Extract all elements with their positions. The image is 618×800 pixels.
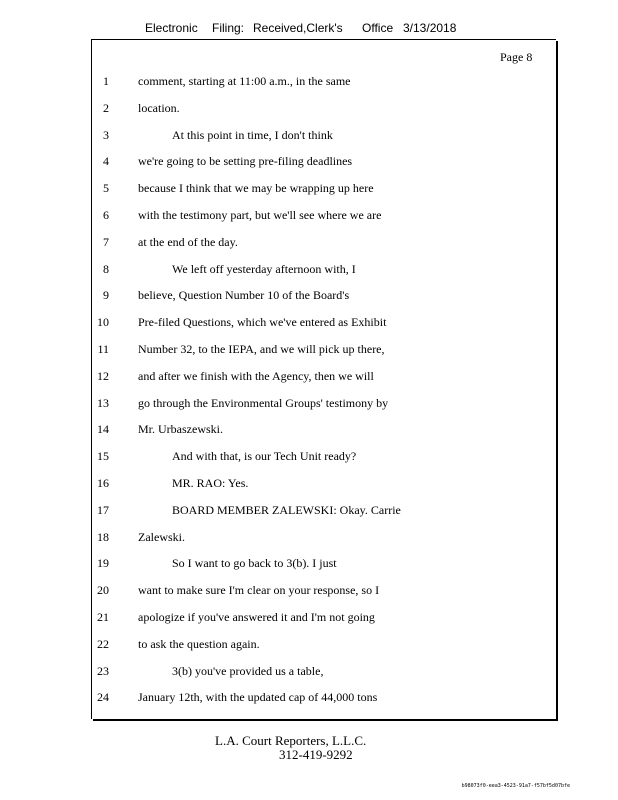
page-number: Page 8 [500,50,533,64]
transcript-line [0,664,618,680]
line-number: 2 [103,100,109,115]
line-number: 1 [103,74,109,88]
line-text: with the testimony part, but we'll see where we are [138,208,382,222]
line-text: location. [138,100,180,115]
line-text: And with that, is our Tech Unit ready? [172,449,357,464]
transcript-line [0,235,618,251]
transcript-line [0,556,618,572]
line-text: believe, Question Number 10 of the Board's [138,288,350,303]
line-text: and after we finish with the Agency, then we will [138,368,374,383]
line-text: go through the Environmental Groups' testimony by [138,395,389,410]
document-hash: b98073f0-eea3-4523-91a7-f57bf5d07bfe [461,783,570,789]
transcript-line [0,422,618,438]
footer-company: L.A. Court Reporters, L.L.C. [215,733,367,748]
line-number: 7 [103,234,109,249]
transcript-line [0,262,618,278]
line-number: 3 [103,127,109,142]
line-text: We left off yesterday afternoon with, I [172,261,356,276]
transcript-line [0,154,618,170]
line-text: 3(b) you've provided us a table, [172,663,324,678]
line-number: 4 [103,154,109,169]
transcript-line [0,637,618,653]
line-number: 8 [103,261,109,276]
line-number: 6 [103,208,109,222]
line-text: at the end of the day. [138,234,238,249]
stamp-received: Received,Clerk's [253,21,343,35]
transcript-line [0,690,618,706]
transcript-line [0,74,618,90]
line-text: BOARD MEMBER ZALEWSKI: Okay. Carrie [172,502,401,517]
line-text: MR. RAO: Yes. [172,476,249,490]
line-number: 12 [97,368,109,383]
line-number: 11 [97,342,109,356]
line-text: Pre-filed Questions, which we've entered as Exhibit [138,315,387,330]
line-text: January 12th, with the updated cap of 44,000 tons [138,690,378,705]
line-text: because I think that we may be wrapping up here [138,181,374,196]
line-number: 23 [97,663,109,678]
transcript-line [0,369,618,385]
stamp-office: Office [362,21,394,35]
line-text: to ask the question again. [138,636,260,651]
transcript-line [0,128,618,144]
line-number: 17 [97,502,109,517]
stamp-filing: Filing: [212,21,245,35]
line-text: we're going to be setting pre-filing deadlines [138,154,353,169]
line-number: 20 [97,583,109,598]
transcript-line [0,101,618,117]
transcript-line [0,610,618,626]
line-number: 14 [97,422,109,437]
line-text: Mr. Urbaszewski. [138,422,223,437]
line-number: 9 [103,288,109,303]
stamp-electronic: Electronic [145,21,198,35]
stamp-date: 3/13/2018 [403,21,457,35]
transcript-line [0,503,618,519]
transcript-line [0,342,618,358]
line-text: Number 32, to the IEPA, and we will pick up there, [138,342,385,356]
line-number: 22 [97,636,109,651]
transcript-line [0,288,618,304]
line-number: 13 [97,395,109,410]
footer-phone: 312-419-9292 [279,747,353,762]
transcript-line [0,208,618,224]
line-number: 18 [97,529,109,544]
transcript-line [0,315,618,331]
transcript-line [0,476,618,492]
line-number: 15 [97,449,109,464]
transcript-line [0,396,618,412]
transcript-line [0,530,618,546]
transcript-line [0,449,618,465]
line-number: 19 [97,556,109,571]
transcript-line [0,583,618,599]
transcript-line [0,181,618,197]
line-text: At this point in time, I don't think [172,127,333,142]
line-number: 16 [97,476,109,490]
line-text: apologize if you've answered it and I'm not going [138,610,375,624]
line-text: want to make sure I'm clear on your response, so I [138,583,380,598]
line-number: 21 [97,610,109,624]
line-number: 24 [97,690,109,705]
line-text: comment, starting at 11:00 a.m., in the same [138,74,351,88]
line-number: 10 [97,315,109,330]
line-number: 5 [103,181,109,196]
line-text: So I want to go back to 3(b). I just [172,556,337,571]
line-text: Zalewski. [138,529,185,544]
